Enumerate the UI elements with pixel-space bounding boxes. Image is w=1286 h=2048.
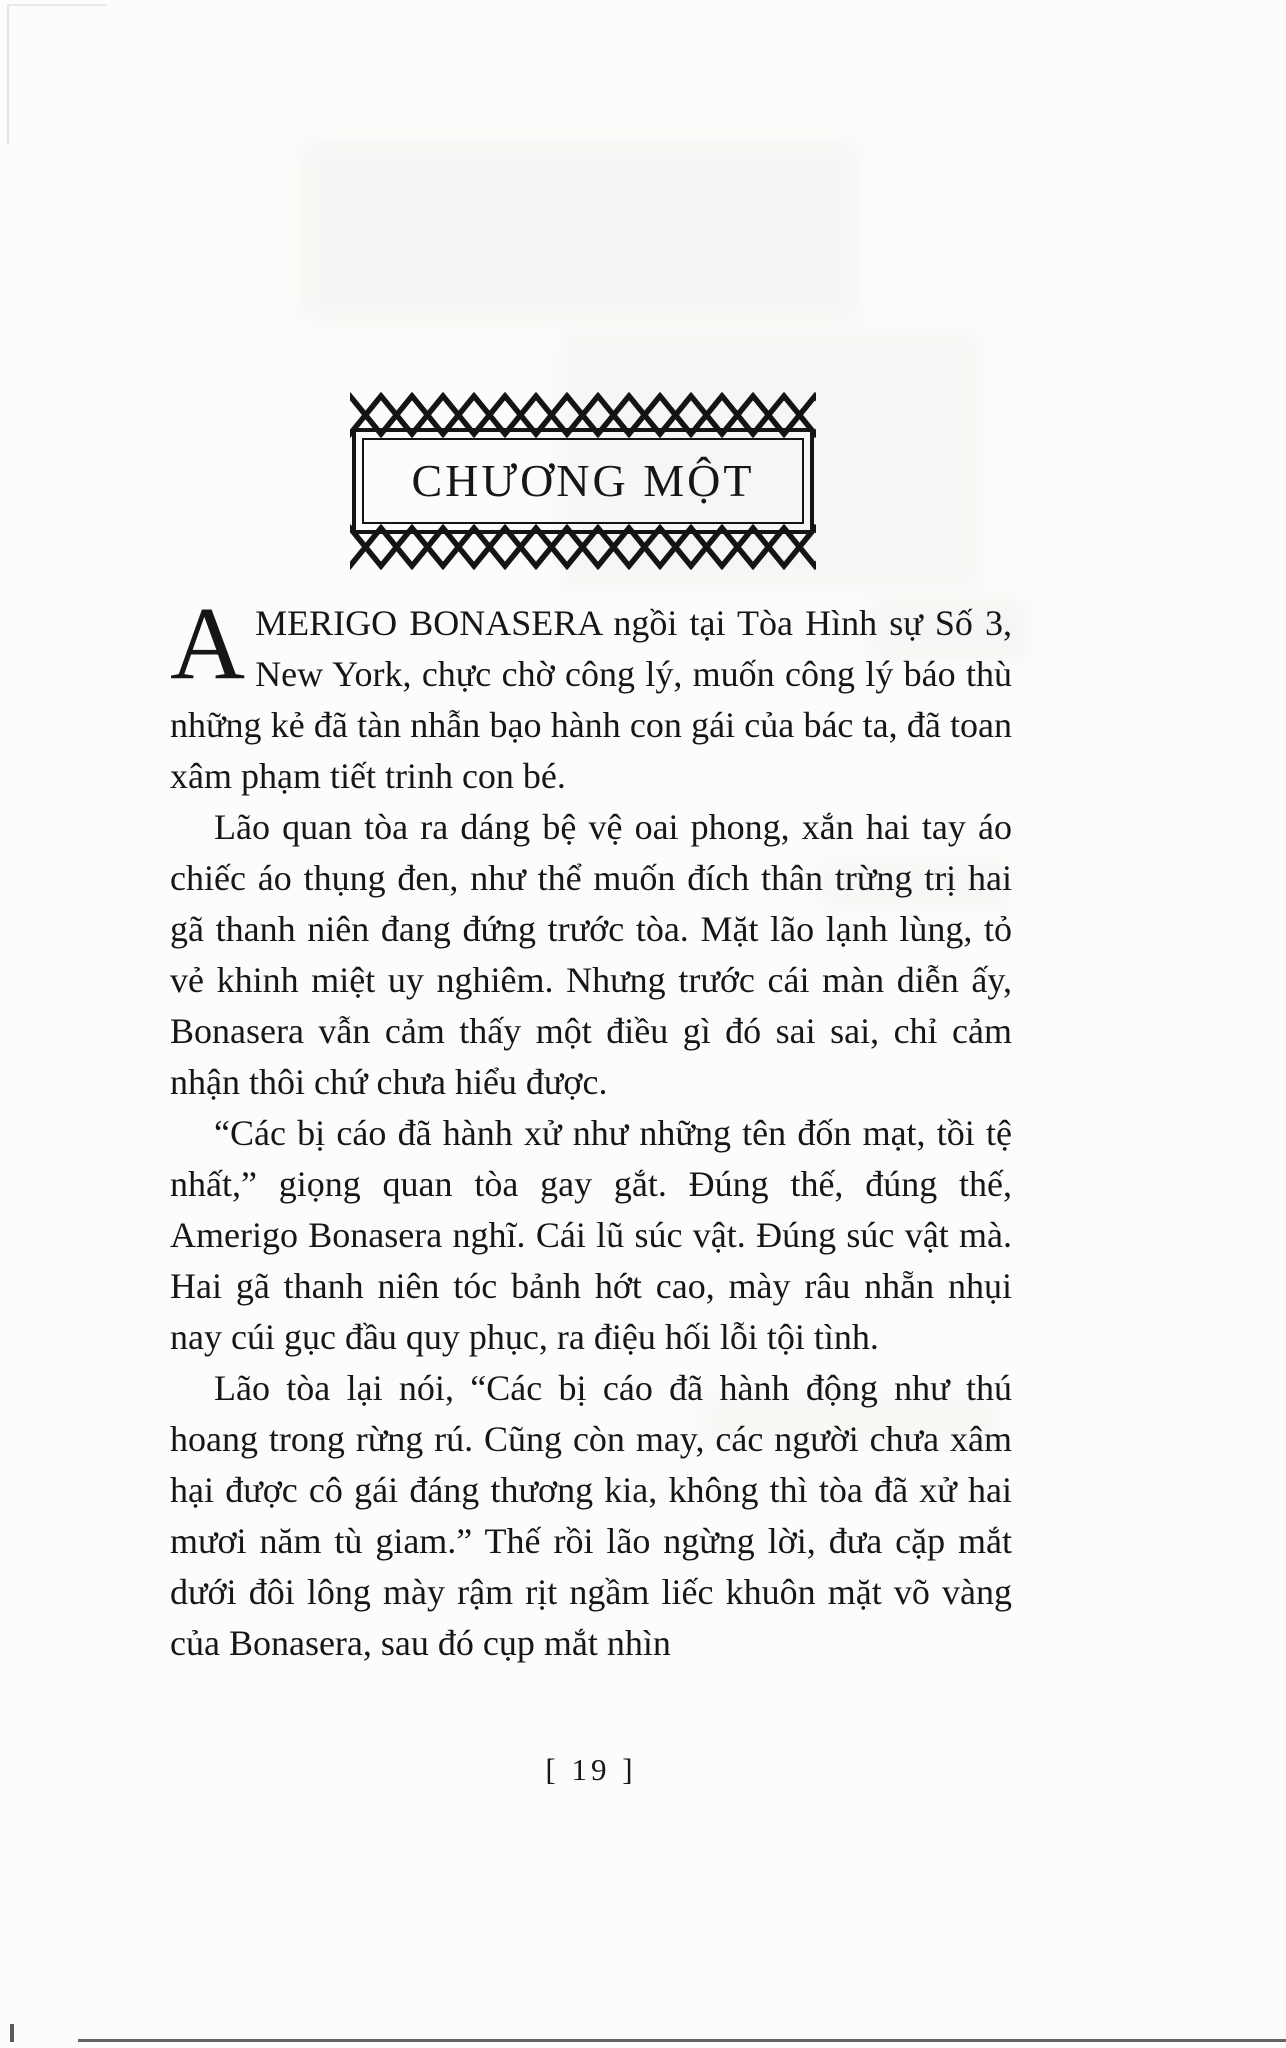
paragraph-opening-text: MERIGO BONASERA ngồi tại Tòa Hình sự Số 3, New York, chực chờ công lý, muốn công lý báo thù những kẻ đã tàn nhẫn bạo hành con gái của bác ta, đã toan xâm phạm tiết trinh con bé. — [170, 603, 1012, 796]
scan-edge-artifact — [10, 2024, 14, 2042]
scan-edge-artifact — [7, 4, 9, 144]
chapter-ornament — [350, 392, 816, 570]
paragraph-opening — [170, 586, 1012, 802]
chapter-title-box — [352, 428, 814, 534]
chapter-title-inner-frame — [362, 438, 804, 524]
paragraph: “Các bị cáo đã hành xử như những tên đốn mạt, tồi tệ nhất,” giọng quan tòa gay gắt. Đúng thế, đúng thế, Amerigo Bonasera nghĩ. Cái lũ súc vật. Đúng súc vật mà. Hai gã thanh niên tóc bảnh hớt cao, mày râu nhẵn nhụi nay cúi gục đầu quy phục, ra điệu hối lỗi tội tình. — [170, 1113, 1012, 1357]
scan-edge-artifact — [78, 2039, 1286, 2042]
paragraph: Lão tòa lại nói, “Các bị cáo đã hành động như thú hoang trong rừng rú. Cũng còn may, các người chưa xâm hại được cô gái đáng thương kia, không thì tòa đã xử hai mươi năm tù giam.” Thế rồi lão ngừng lời, đưa cặp mắt dưới đôi lông mày rậm rịt ngầm liếc khuôn mặt võ vàng của Bonasera, sau đó cụp mắt nhìn — [170, 1368, 1012, 1663]
chain-border-top-icon — [350, 392, 816, 438]
chain-border-bottom-icon — [350, 524, 816, 570]
page-number: [ 19 ] — [545, 1752, 637, 1787]
chapter-title: CHƯƠNG MỘT — [411, 455, 755, 506]
bleedthrough-smudge — [300, 140, 860, 320]
drop-cap: A — [170, 586, 246, 701]
body-text — [170, 586, 1012, 1669]
paragraph: Lão quan tòa ra dáng bệ vệ oai phong, xắn hai tay áo chiếc áo thụng đen, như thể muốn đích thân trừng trị hai gã thanh niên đang đứng trước tòa. Mặt lão lạnh lùng, tỏ vẻ khinh miệt uy nghiêm. Nhưng trước cái màn diễn ấy, Bonasera vẫn cảm thấy một điều gì đó sai sai, chỉ cảm nhận thôi chứ chưa hiểu được. — [170, 807, 1012, 1102]
scan-edge-artifact — [7, 4, 107, 6]
